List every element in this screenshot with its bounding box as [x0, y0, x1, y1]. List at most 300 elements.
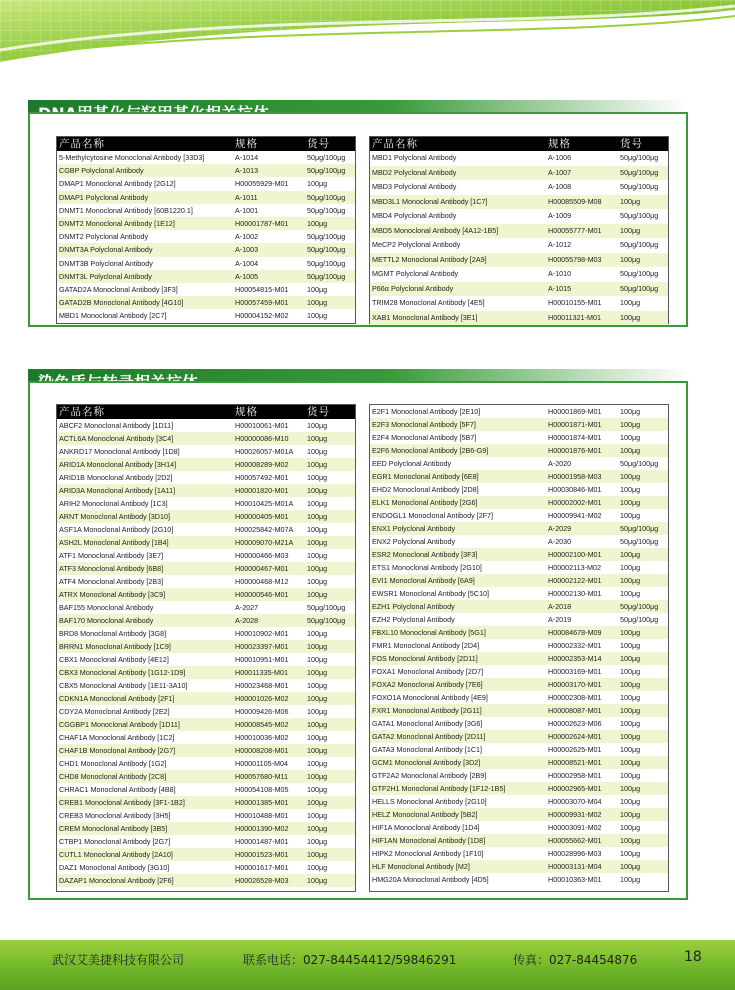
size-cell: 100μg — [620, 472, 641, 481]
table-row — [57, 744, 355, 757]
table-row — [57, 230, 355, 243]
product-name-cell: DNMT3L Polyclonal Antibody — [59, 271, 152, 281]
table-row — [370, 195, 668, 210]
size-cell: 100μg — [620, 641, 641, 650]
table-row — [370, 860, 668, 873]
catalog-number-cell: H00008521-M01 — [548, 758, 602, 767]
size-cell: 50μg/100μg — [307, 192, 346, 202]
product-name-cell: GATA2 Monoclonal Antibody [2D11] — [372, 732, 486, 741]
catalog-number-cell: A-1011 — [235, 192, 258, 202]
size-cell: 100μg — [620, 563, 641, 572]
catalog-number-cell: H00003091-M02 — [548, 823, 602, 832]
catalog-number-cell: A-1003 — [235, 245, 259, 255]
size-cell: 100μg — [620, 254, 641, 264]
table-row — [57, 822, 355, 835]
table-row — [57, 536, 355, 549]
table-row — [370, 224, 668, 239]
product-name-cell: GTF2A2 Monoclonal Antibody [2B9] — [372, 771, 487, 780]
catalog-number-cell: H00026057-M01A — [235, 447, 294, 456]
table-row — [370, 730, 668, 743]
product-name-cell: ARIH2 Monoclonal Antibody [1C3] — [59, 499, 168, 508]
size-cell: 100μg — [307, 681, 328, 690]
catalog-number-cell: H00000466-M03 — [235, 551, 289, 560]
product-name-cell: FOXA2 Monoclonal Antibody [7E6] — [372, 680, 483, 689]
product-name-cell: DMAP1 Polyclonal Antibody — [59, 192, 149, 202]
size-cell: 100μg — [620, 849, 641, 858]
table-row — [57, 471, 355, 484]
product-name-cell: ATRX Monoclonal Antibody [3C9] — [59, 590, 166, 599]
product-name-cell: DNMT2 Monoclonal Antibody [1E12] — [59, 218, 175, 228]
table-row — [57, 243, 355, 256]
size-cell: 50μg/100μg — [620, 283, 659, 293]
size-cell: 100μg — [620, 589, 641, 598]
catalog-number-cell: H00002965-M01 — [548, 784, 602, 793]
catalog-number-cell: H00003169-M01 — [548, 667, 602, 676]
table-row — [370, 282, 668, 297]
product-name-cell: DNMT3B Polyclonal Antibody — [59, 258, 153, 268]
product-name-cell: CREM Monoclonal Antibody [3B5] — [59, 824, 168, 833]
size-cell: 100μg — [307, 863, 328, 872]
table-row — [370, 457, 668, 470]
catalog-number-cell: A-1009 — [548, 211, 572, 220]
product-name-cell: ATF3 Monoclonal Antibody [6B8] — [59, 564, 164, 573]
table-row — [370, 180, 668, 195]
catalog-number-cell: H00085509-M08 — [548, 196, 602, 206]
product-name-cell: FOS Monoclonal Antibody [2D11] — [372, 654, 478, 663]
catalog-number-cell: A-2018 — [548, 602, 572, 611]
size-cell: 100μg — [307, 759, 328, 768]
product-name-cell: XAB1 Monoclonal Antibody [3E1] — [372, 312, 478, 322]
size-cell: 100μg — [307, 772, 328, 781]
size-cell: 100μg — [307, 538, 328, 547]
size-cell: 100μg — [620, 693, 641, 702]
product-name-cell: GCM1 Monoclonal Antibody [3D2] — [372, 758, 481, 767]
table-row — [57, 283, 355, 296]
size-cell: 50μg/100μg — [307, 245, 346, 255]
product-name-cell: BRRN1 Monoclonal Antibody [1C9] — [59, 642, 171, 651]
table-row — [57, 177, 355, 190]
product-name-cell: MBD3 Polyclonal Antibody — [372, 182, 457, 191]
catalog-number-cell: H00084678-M09 — [548, 628, 602, 637]
catalog-number-cell: H00001869-M01 — [548, 407, 602, 416]
table-row — [370, 418, 668, 431]
product-name-cell: ARID1B Monoclonal Antibody [2D2] — [59, 473, 173, 482]
table-row — [57, 217, 355, 230]
size-cell: 50μg/100μg — [620, 182, 659, 191]
table-row — [57, 191, 355, 204]
table-row — [370, 587, 668, 600]
catalog-number-cell: H00001617-M01 — [235, 863, 289, 872]
catalog-number-cell: H00001876-M01 — [548, 446, 602, 455]
table-row — [370, 548, 668, 561]
catalog-number-cell: H00057459-M01 — [235, 298, 289, 308]
catalog-number-cell: H00002122-M01 — [548, 576, 602, 585]
size-cell: 100μg — [620, 407, 641, 416]
table-row — [370, 756, 668, 769]
size-cell: 100μg — [620, 667, 641, 676]
size-cell: 100μg — [307, 434, 328, 443]
product-name-cell: EVI1 Monoclonal Antibody [6A9] — [372, 576, 475, 585]
product-name-cell: HLF Monoclonal Antibody [M2] — [372, 862, 470, 871]
product-name-cell: FOXO1A Monoclonal Antibody [4E9] — [372, 693, 488, 702]
table-row — [57, 796, 355, 809]
product-name-cell: BRD8 Monoclonal Antibody [3G8] — [59, 629, 167, 638]
size-cell: 100μg — [307, 733, 328, 742]
header-name: 产品名称 — [372, 138, 418, 150]
catalog-number-cell: H00028996-M03 — [548, 849, 602, 858]
size-cell: 100μg — [620, 875, 641, 884]
catalog-number-cell: H00002113-M02 — [548, 563, 602, 572]
table-row — [370, 600, 668, 613]
table-row — [57, 257, 355, 270]
catalog-number-cell: H00001820-M01 — [235, 486, 289, 495]
size-cell: 50μg/100μg — [307, 166, 346, 176]
size-cell: 50μg/100μg — [307, 258, 346, 268]
size-cell: 100μg — [307, 460, 328, 469]
product-name-cell: DAZ1 Monoclonal Antibody [3G10] — [59, 863, 170, 872]
footer-company: 武汉艾美捷科技有限公司 — [52, 953, 185, 967]
table-row — [57, 809, 355, 822]
table-row — [370, 470, 668, 483]
table-row — [370, 444, 668, 457]
table-row — [57, 562, 355, 575]
catalog-number-cell: H00001871-M01 — [548, 420, 602, 429]
table-row — [370, 665, 668, 678]
catalog-number-cell: A-1015 — [548, 283, 572, 293]
size-cell: 100μg — [620, 420, 641, 429]
table-row — [57, 484, 355, 497]
product-name-cell: FOXA1 Monoclonal Antibody [2D7] — [372, 667, 484, 676]
size-cell: 50μg/100μg — [620, 615, 659, 624]
table-row — [370, 209, 668, 224]
table-row — [370, 743, 668, 756]
product-name-cell: HIF1AN Monoclonal Antibody [1D8] — [372, 836, 486, 845]
product-name-cell: MBD1 Polyclonal Antibody — [372, 153, 457, 162]
table-row — [370, 691, 668, 704]
table-row — [57, 718, 355, 731]
size-cell: 100μg — [307, 811, 328, 820]
header-spec: 规格 — [235, 138, 258, 150]
product-name-cell: ACTL6A Monoclonal Antibody [3C4] — [59, 434, 174, 443]
table-row — [370, 769, 668, 782]
catalog-number-cell: H00008289-M02 — [235, 460, 289, 469]
catalog-number-cell: A-1006 — [548, 153, 572, 162]
catalog-number-cell: H00010488-M01 — [235, 811, 289, 820]
catalog-number-cell: A-2019 — [548, 615, 572, 624]
catalog-number-cell: H00009070-M21A — [235, 538, 294, 547]
table-row — [370, 496, 668, 509]
table-row — [370, 405, 668, 418]
catalog-number-cell: H00003170-M01 — [548, 680, 602, 689]
catalog-number-cell: A-1001 — [235, 205, 259, 215]
catalog-number-cell: H00000405-M01 — [235, 512, 289, 521]
table-row — [57, 705, 355, 718]
size-cell: 100μg — [307, 746, 328, 755]
product-name-cell: HIF1A Monoclonal Antibody [1D4] — [372, 823, 480, 832]
table-row — [57, 164, 355, 177]
table-rows — [370, 405, 668, 886]
product-name-cell: EED Polyclonal Antibody — [372, 459, 452, 468]
catalog-number-cell: H00000086-M10 — [235, 434, 289, 443]
catalog-number-cell: H00002625-M01 — [548, 745, 602, 754]
table-row — [57, 692, 355, 705]
size-cell: 100μg — [307, 284, 328, 294]
size-cell: 100μg — [307, 668, 328, 677]
product-name-cell: BAF170 Monoclonal Antibody — [59, 616, 154, 625]
product-name-cell: MBD2 Polyclonal Antibody — [372, 167, 457, 177]
size-cell: 100μg — [620, 433, 641, 442]
size-cell: 50μg/100μg — [307, 205, 346, 215]
table-row — [57, 497, 355, 510]
product-name-cell: CDKN1A Monoclonal Antibody [2F1] — [59, 694, 175, 703]
product-name-cell: MGMT Polyclonal Antibody — [372, 269, 459, 278]
catalog-number-cell: A-1012 — [548, 240, 572, 249]
size-cell: 50μg/100μg — [620, 211, 659, 220]
catalog-number-cell: H00025842-M07A — [235, 525, 294, 534]
product-name-cell: E2F4 Monoclonal Antibody [5B7] — [372, 433, 477, 442]
product-name-cell: HMG20A Monoclonal Antibody [4D5] — [372, 875, 489, 884]
size-cell: 100μg — [307, 824, 328, 833]
size-cell: 100μg — [307, 694, 328, 703]
size-cell: 50μg/100μg — [620, 537, 659, 546]
catalog-number-cell: H00008545-M02 — [235, 720, 289, 729]
table-row — [370, 847, 668, 860]
product-name-cell: CHAF1B Monoclonal Antibody [2G7] — [59, 746, 176, 755]
catalog-number-cell: H00009941-M02 — [548, 511, 602, 520]
table-row — [370, 873, 668, 886]
catalog-number-cell: H00002100-M01 — [548, 550, 602, 559]
table-row — [57, 601, 355, 614]
size-cell: 100μg — [620, 628, 641, 637]
table-row — [57, 627, 355, 640]
size-cell: 100μg — [620, 810, 641, 819]
catalog-number-cell: H00001390-M02 — [235, 824, 289, 833]
catalog-number-cell: H00010155-M01 — [548, 298, 602, 307]
table-row — [370, 296, 668, 311]
size-cell: 50μg/100μg — [620, 524, 659, 533]
page-number: 18 — [684, 949, 702, 965]
product-name-cell: CHD1 Monoclonal Antibody [1G2] — [59, 759, 167, 768]
product-name-cell: ENX2 Polyclonal Antibody — [372, 537, 456, 546]
size-cell: 100μg — [307, 655, 328, 664]
table-rows — [57, 151, 355, 322]
catalog-number-cell: H00055929-M01 — [235, 179, 289, 189]
catalog-number-cell: H00002002-M01 — [548, 498, 602, 507]
product-name-cell: FBXL10 Monoclonal Antibody [5G1] — [372, 628, 486, 637]
size-cell: 50μg/100μg — [307, 232, 346, 242]
catalog-number-cell: A-1004 — [235, 258, 259, 268]
size-cell: 100μg — [620, 446, 641, 455]
header-price: 货号 — [307, 138, 330, 150]
header-name: 产品名称 — [59, 406, 105, 418]
size-cell: 100μg — [620, 654, 641, 663]
catalog-number-cell: H00057492-M01 — [235, 473, 289, 482]
size-cell: 50μg/100μg — [307, 616, 346, 625]
table-row — [370, 834, 668, 847]
product-name-cell: CHAF1A Monoclonal Antibody [1C2] — [59, 733, 175, 742]
table-row — [370, 253, 668, 268]
product-name-cell: CREB1 Monoclonal Antibody [3F1-1B2] — [59, 798, 185, 807]
size-cell: 100μg — [620, 498, 641, 507]
table-row — [370, 626, 668, 639]
size-cell: 100μg — [307, 707, 328, 716]
product-name-cell: EGR1 Monoclonal Antibody [6E8] — [372, 472, 479, 481]
table-row — [57, 575, 355, 588]
chromatin-table-left — [56, 404, 356, 892]
product-name-cell: FXR1 Monoclonal Antibody [2G11] — [372, 706, 482, 715]
size-cell: 100μg — [307, 551, 328, 560]
size-cell: 100μg — [307, 642, 328, 651]
header-price: 货号 — [307, 406, 330, 418]
product-name-cell: EWSR1 Monoclonal Antibody [5C10] — [372, 589, 490, 598]
size-cell: 100μg — [307, 720, 328, 729]
size-cell: 50μg/100μg — [620, 602, 659, 611]
size-cell: 100μg — [620, 758, 641, 767]
top-banner — [0, 0, 735, 62]
size-cell: 50μg/100μg — [620, 269, 659, 278]
size-cell: 100μg — [307, 525, 328, 534]
size-cell: 100μg — [620, 823, 641, 832]
product-name-cell: CBX1 Monoclonal Antibody [4E12] — [59, 655, 169, 664]
product-name-cell: CTBP1 Monoclonal Antibody [2G7] — [59, 837, 171, 846]
size-cell: 50μg/100μg — [620, 167, 659, 177]
size-cell: 50μg/100μg — [620, 153, 659, 162]
table-row — [57, 309, 355, 322]
size-cell: 50μg/100μg — [307, 153, 346, 162]
product-name-cell: EHD2 Monoclonal Antibody [2D8] — [372, 485, 479, 494]
catalog-number-cell: H00026528-M03 — [235, 876, 289, 885]
table-row — [370, 652, 668, 665]
size-cell: 100μg — [620, 719, 641, 728]
catalog-number-cell: H00001958-M03 — [548, 472, 602, 481]
dna-table-left — [56, 136, 356, 324]
table-row — [370, 561, 668, 574]
catalog-number-cell: H00002624-M01 — [548, 732, 602, 741]
table-row — [57, 510, 355, 523]
size-cell: 100μg — [620, 298, 641, 307]
table-rows — [370, 151, 668, 325]
catalog-number-cell: H00001874-M01 — [548, 433, 602, 442]
size-cell: 100μg — [620, 706, 641, 715]
product-name-cell: ENX1 Polyclonal Antibody — [372, 524, 456, 533]
catalog-number-cell: H00009426-M06 — [235, 707, 289, 716]
product-name-cell: ETS1 Monoclonal Antibody [2G10] — [372, 563, 482, 572]
product-name-cell: HELZ Monoclonal Antibody [5B2] — [372, 810, 478, 819]
product-name-cell: CGBP Polyclonal Antibody — [59, 166, 144, 176]
size-cell: 100μg — [620, 225, 641, 235]
product-name-cell: EZH1 Polyclonal Antibody — [372, 602, 455, 611]
product-name-cell: ASH2L Monoclonal Antibody [1B4] — [59, 538, 169, 547]
catalog-number-cell: H00004152-M02 — [235, 311, 289, 321]
product-name-cell: ASF1A Monoclonal Antibody [2G10] — [59, 525, 174, 534]
catalog-number-cell: A-1013 — [235, 166, 259, 176]
product-name-cell: GATA1 Monoclonal Antibody [3G6] — [372, 719, 483, 728]
table-header — [57, 405, 355, 419]
catalog-number-cell: H00054108-M05 — [235, 785, 289, 794]
product-name-cell: CUTL1 Monoclonal Antibody [2A10] — [59, 850, 173, 859]
size-cell: 100μg — [307, 837, 328, 846]
catalog-number-cell: A-1014 — [235, 153, 259, 162]
product-name-cell: BAF155 Monoclonal Antibody — [59, 603, 154, 612]
table-row — [370, 431, 668, 444]
catalog-number-cell: H00008087-M01 — [548, 706, 602, 715]
table-row — [57, 848, 355, 861]
catalog-number-cell: H00010036-M02 — [235, 733, 289, 742]
product-name-cell: MeCP2 Polyclonal Antibody — [372, 240, 461, 249]
table-row — [370, 613, 668, 626]
catalog-number-cell: A-1010 — [548, 269, 572, 278]
size-cell: 100μg — [620, 576, 641, 585]
product-name-cell: ELK1 Monoclonal Antibody [2G6] — [372, 498, 478, 507]
size-cell: 100μg — [307, 577, 328, 586]
catalog-number-cell: H00002308-M01 — [548, 693, 602, 702]
product-name-cell: ARID3A Monoclonal Antibody [1A11] — [59, 486, 176, 495]
product-name-cell: ESR2 Monoclonal Antibody [3F3] — [372, 550, 478, 559]
product-name-cell: EZH2 Polyclonal Antibody — [372, 615, 455, 624]
table-row — [370, 311, 668, 326]
header-spec: 规格 — [235, 406, 258, 418]
product-name-cell: CREB3 Monoclonal Antibody [3H5] — [59, 811, 171, 820]
table-header — [57, 137, 355, 151]
catalog-number-cell: H00002332-M01 — [548, 641, 602, 650]
size-cell: 50μg/100μg — [620, 459, 659, 468]
catalog-number-cell: H00023468-M01 — [235, 681, 289, 690]
product-name-cell: MBD5 Monoclonal Antibody [4A12-1B5] — [372, 225, 499, 235]
product-name-cell: CBX5 Monoclonal Antibody [1E11-3A10] — [59, 681, 188, 690]
table-row — [370, 166, 668, 181]
catalog-number-cell: A-2030 — [548, 537, 572, 546]
catalog-number-cell: A-1007 — [548, 167, 572, 177]
size-cell: 100μg — [620, 745, 641, 754]
catalog-number-cell: A-1002 — [235, 232, 259, 242]
product-name-cell: MBD4 Polyclonal Antibody — [372, 211, 457, 220]
catalog-number-cell: H00011321-M01 — [548, 312, 602, 322]
table-row — [57, 874, 355, 887]
size-cell: 100μg — [620, 862, 641, 871]
catalog-number-cell: H00030846-M01 — [548, 485, 602, 494]
product-name-cell: DNMT2 Polyclonal Antibody — [59, 232, 149, 242]
chromatin-table-right — [369, 404, 669, 892]
catalog-number-cell: H00010363-M01 — [548, 875, 602, 884]
footer — [0, 940, 735, 990]
product-name-cell: E2F6 Monoclonal Antibody [2B6-G9] — [372, 446, 489, 455]
catalog-number-cell: A-2028 — [235, 616, 259, 625]
table-row — [57, 679, 355, 692]
table-row — [57, 666, 355, 679]
table-row — [370, 522, 668, 535]
product-name-cell: MBD3L1 Monoclonal Antibody [1C7] — [372, 196, 488, 206]
table-row — [57, 458, 355, 471]
table-rows — [57, 419, 355, 887]
table-row — [370, 509, 668, 522]
table-row — [370, 782, 668, 795]
product-name-cell: GATA3 Monoclonal Antibody [1C1] — [372, 745, 482, 754]
product-name-cell: METTL2 Monoclonal Antibody [2A9] — [372, 254, 487, 264]
size-cell: 50μg/100μg — [620, 240, 659, 249]
table-row — [57, 835, 355, 848]
table-row — [57, 204, 355, 217]
table-row — [370, 574, 668, 587]
product-name-cell: DAZAP1 Monoclonal Antibody [2F6] — [59, 876, 174, 885]
table-row — [57, 151, 355, 164]
table-row — [57, 614, 355, 627]
catalog-number-cell: H00010425-M01A — [235, 499, 294, 508]
size-cell: 100μg — [307, 179, 328, 189]
size-cell: 100μg — [620, 312, 641, 322]
catalog-number-cell: H00001026-M02 — [235, 694, 289, 703]
product-name-cell: GATAD2A Monoclonal Antibody [3F3] — [59, 284, 178, 294]
catalog-number-cell: H00002353-M14 — [548, 654, 602, 663]
